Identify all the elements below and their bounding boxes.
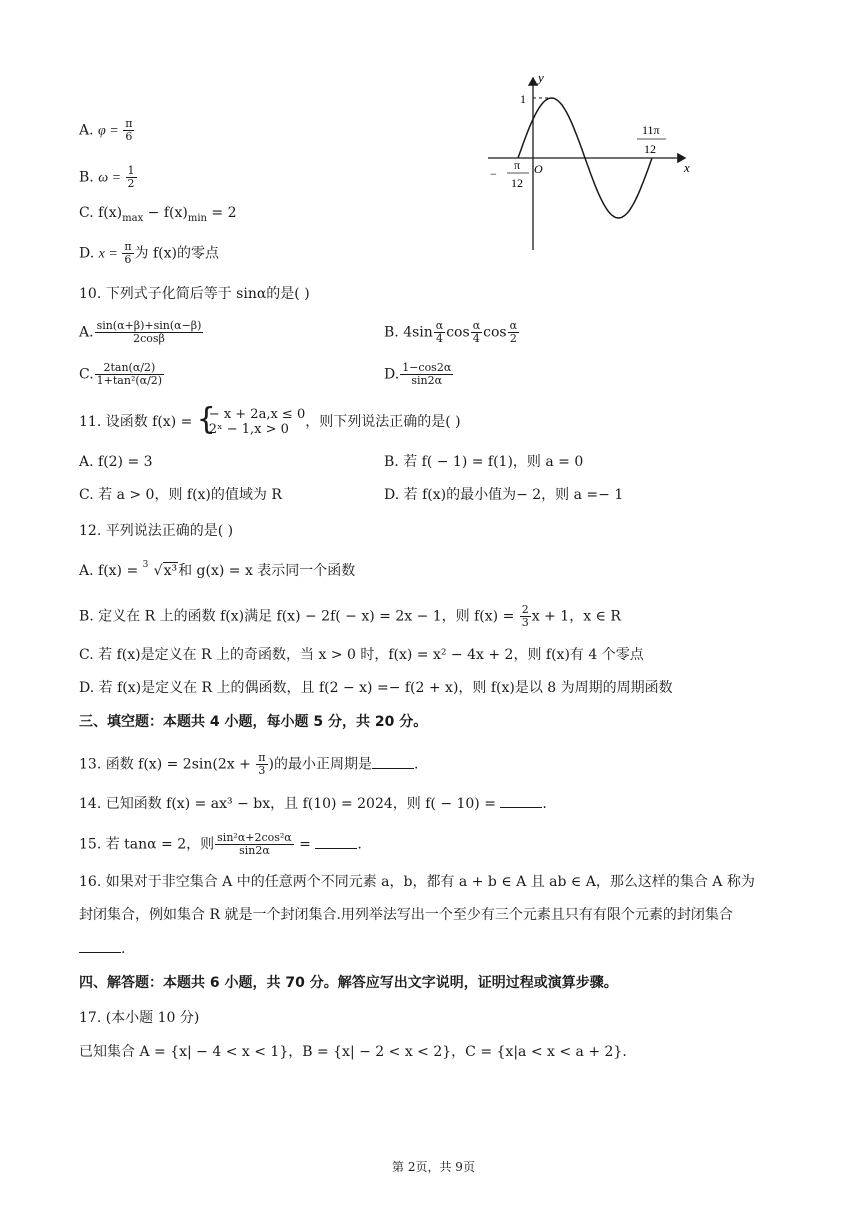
q12-b-post: x + 1，x ∈ R [531,608,621,625]
frac-num: π [125,117,133,130]
frac-num: sin²α+2cos²α [217,831,292,844]
q10-b-cos: cos [446,324,470,341]
q10-option-a [79,320,204,345]
radicand: x³ [163,563,178,579]
q9-c-end: = 2 [206,205,237,221]
frac-num: α [472,319,481,332]
frac-den: 4 [472,332,480,345]
q16-line1: 16. 如果对于非空集合 A 中的任意两个不同元素 a，b，都有 a + b ∈ A 且 ab ∈ A，那么这样的集合 A 称为 [79,874,755,890]
page-footer: 第 2页，共 9页 [392,1160,475,1174]
q12-option-d: D. 若 f(x)是定义在 R 上的偶函数，且 f(2 − x) =− f(2 + x)，则 f(x)是以 8 为周期的周期函数 [79,680,673,696]
q12-b-frac [520,604,531,629]
frac-den: 2 [509,332,517,345]
frac-den: 6 [125,130,133,143]
x-right-den: 12 [644,142,656,156]
q9-d-frac [122,241,133,266]
q14-pre: 14. 已知函数 f(x) = ax³ − bx，且 f(10) = 2024，则 f( − 10) = [79,796,501,812]
frac-den: sin2α [239,844,270,857]
q13-frac [256,752,267,777]
frac-num: π [124,240,132,253]
q10-b-frac2 [471,320,482,345]
q12-b-pre: B. 定义在 R 上的函数 f(x)满足 f(x) − 2f( − x) = 2x − 1，则 f(x) = [79,608,519,625]
q15-pre: 15. 若 tanα = 2，则 [79,836,215,853]
q9-d-post: 为 f(x)的零点 [134,245,219,262]
frac-den: 3 [258,764,266,777]
section-3-heading: 三、填空题：本题共 4 小题，每小题 5 分，共 20 分。 [79,714,428,730]
q9-a-frac [123,118,134,143]
root-index: 3 [142,560,149,570]
q12-option-b [79,604,621,629]
q12-a-pre: A. f(x) = [79,563,143,579]
q9-c-min: min [187,212,207,224]
q11-option-d: D. 若 f(x)的最小值为− 2，则 a =− 1 [384,487,624,503]
q12-option-c: C. 若 f(x)是定义在 R 上的奇函数，当 x > 0 时，f(x) = x² − 4x + 2，则 f(x)有 4 个零点 [79,647,644,663]
q10-d-label: D. [384,366,400,383]
answer-blank [500,793,542,808]
q14 [79,793,547,814]
q9-c-mid: − f(x) [143,205,188,221]
frac-num: α [435,319,444,332]
sine-graph-figure [480,72,700,257]
q9-c-max: max [122,212,144,224]
q11-stem-post: ，则下列说法正确的是( ) [305,414,461,430]
frac-den: sin2α [411,374,443,387]
origin-label: O [534,162,543,176]
section-4-heading: 四、解答题：本题共 6 小题，共 70 分。解答应写出文字说明，证明过程或演算步骤。 [79,975,618,991]
x-axis-label: x [684,160,690,175]
q11-stem [79,402,461,438]
q15-frac [215,832,294,857]
q10-b-frac1 [434,320,445,345]
q11-stem-pre: 11. 设函数 f(x) = [79,414,197,430]
frac-num: π [258,751,266,764]
x-left-sign: − [490,167,497,181]
q13-post: )的最小正周期是 [268,756,372,773]
frac-num: 2 [521,603,529,616]
q12-stem: 12. 平列说法正确的是( ) [79,523,234,539]
y-tick-label: 1 [520,92,526,106]
q9-a-label: A. [79,122,94,139]
q10-option-d [384,362,454,387]
q10-a-label: A. [79,324,94,341]
frac-num: 2tan(α/2) [95,362,164,375]
q10-d-frac [400,362,453,387]
q11-case2: 2ˣ − 1,x > 0 [208,422,289,437]
q10-b-frac3 [508,320,519,345]
q9-a-expr: φ = [98,123,123,139]
q11-case1: − x + 2a,x ≤ 0 [208,407,306,422]
q15 [79,832,362,857]
frac-num: sin(α+β)+sin(α−β) [96,319,202,332]
q9-d-label: D. [79,245,95,262]
answer-blank [315,834,357,849]
answer-blank [79,938,121,953]
q9-b-frac [126,165,137,190]
q11-option-b: B. 若 f( − 1) = f(1)，则 a = 0 [384,454,584,470]
q9-option-a [79,118,135,143]
x-left-den: 12 [511,176,523,190]
q17-body: 已知集合 A = {x| − 4 < x < 1}，B = {x| − 2 < x < 2}，C = {x|a < x < a + 2}. [79,1044,627,1060]
q9-b-label: B. [79,169,94,186]
q10-c-frac [95,362,164,387]
q10-option-c [79,362,165,387]
q16-line3 [79,938,125,959]
q10-b-label: B. 4sin [384,324,433,341]
q11-piecewise [196,402,306,437]
q12-a-root: 3 √x³ [143,561,178,581]
piecewise-brace: { [196,402,216,437]
q10-b-cos2: cos [483,324,507,341]
frac-den: 1+tan²(α/2) [96,374,163,387]
q13-end: . [413,756,419,773]
frac-den: 6 [124,253,132,266]
frac-den: 2 [127,177,135,190]
q16-line2: 封闭集合，例如集合 R 就是一个封闭集合.用列举法写出一个至少有三个元素且只有有限个元素的封闭集合 [79,907,733,923]
q11-option-a: A. f(2) = 3 [79,454,153,470]
x-right-num: 11π [642,123,660,137]
q9-option-b [79,165,138,190]
frac-num: α [509,319,518,332]
q10-option-b [384,320,520,345]
q13 [79,752,418,777]
q10-stem: 10. 下列式子化简后等于 sinα的是( ) [79,286,310,302]
q16-end: . [121,941,126,957]
q12-option-a [79,561,355,581]
q10-a-frac [95,320,204,345]
q17-heading: 17. (本小题 10 分) [79,1010,200,1026]
frac-den: 4 [436,332,443,345]
frac-den: 2cosβ [133,332,165,345]
q13-pre: 13. 函数 f(x) = 2sin(2x + [79,756,256,773]
answer-blank [372,754,414,769]
q9-option-d [79,241,219,266]
x-left-num: π [514,158,521,172]
q9-d-expr: x = [98,246,122,262]
frac-den: 3 [521,616,529,629]
q11-option-c: C. 若 a > 0，则 f(x)的值域为 R [79,487,282,503]
frac-num: 1−cos2α [402,361,452,374]
q15-post: = [294,836,316,853]
q14-end: . [542,796,547,812]
q12-a-post: 和 g(x) = x 表示同一个函数 [178,563,356,579]
frac-num: 1 [127,164,135,177]
q10-c-label: C. [79,366,94,383]
q9-option-c [79,203,237,229]
q15-end: . [357,836,362,853]
q9-b-expr: ω = [98,170,125,186]
y-axis-label: y [538,72,544,85]
q9-c-text: C. f(x) [79,205,123,221]
